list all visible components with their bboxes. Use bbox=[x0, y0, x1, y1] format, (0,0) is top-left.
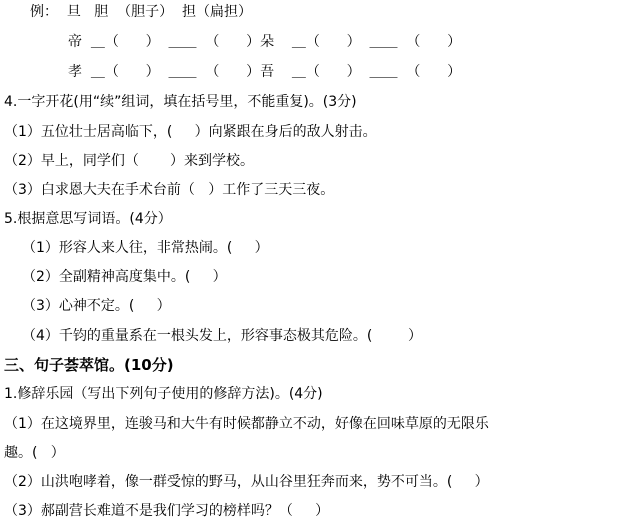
q5-item-3: （3）心神不定。( ） bbox=[22, 298, 171, 314]
q4-item-1: （1）五位壮士居高临下，( ）向紧跟在身后的敌人射击。 bbox=[4, 124, 377, 140]
q1-item-3: （3）郝副营长难道不是我们学习的榜样吗？（ ） bbox=[4, 503, 330, 519]
q4-item-3: （3）白求恩大夫在手术台前（ ）工作了三天三夜。 bbox=[4, 182, 335, 198]
char-row-1: 帝 ＿（ ） ＿＿ （ ）朵 ＿（ ） ＿＿ （ ） bbox=[68, 34, 462, 50]
q5-item-1: （1）形容人来人往，非常热闹。( ） bbox=[22, 240, 269, 256]
q1-item-1-cont: 趣。( ） bbox=[4, 445, 65, 461]
q4-title: 4.一字开花(用“续”组词，填在括号里，不能重复)。(3分) bbox=[4, 94, 357, 110]
char-row-2: 孝 ＿（ ） ＿＿ （ ）吾 ＿（ ） ＿＿ （ ） bbox=[68, 64, 462, 80]
q1-item-2: （2）山洪咆哮着，像一群受惊的野马，从山谷里狂奔而来，势不可当。( ） bbox=[4, 474, 489, 490]
q5-item-4: （4）千钧的重量系在一根头发上，形容事态极其危险。( ） bbox=[22, 328, 422, 344]
example-line: 例： 旦 胆 （胆子） 担（扁担） bbox=[30, 4, 253, 20]
q1-item-1: （1）在这境界里，连骏马和大牛有时候都静立不动，好像在回味草原的无限乐 bbox=[4, 416, 489, 432]
q1-title: 1.修辞乐园（写出下列句子使用的修辞方法)。(4分) bbox=[4, 386, 323, 402]
q4-item-2: （2）早上，同学们（ ）来到学校。 bbox=[4, 153, 255, 169]
section-3-title: 三、句子荟萃馆。(10分) bbox=[4, 356, 174, 374]
q5-title: 5.根据意思写词语。(4分） bbox=[4, 211, 172, 227]
q5-item-2: （2）全副精神高度集中。( ） bbox=[22, 269, 227, 285]
